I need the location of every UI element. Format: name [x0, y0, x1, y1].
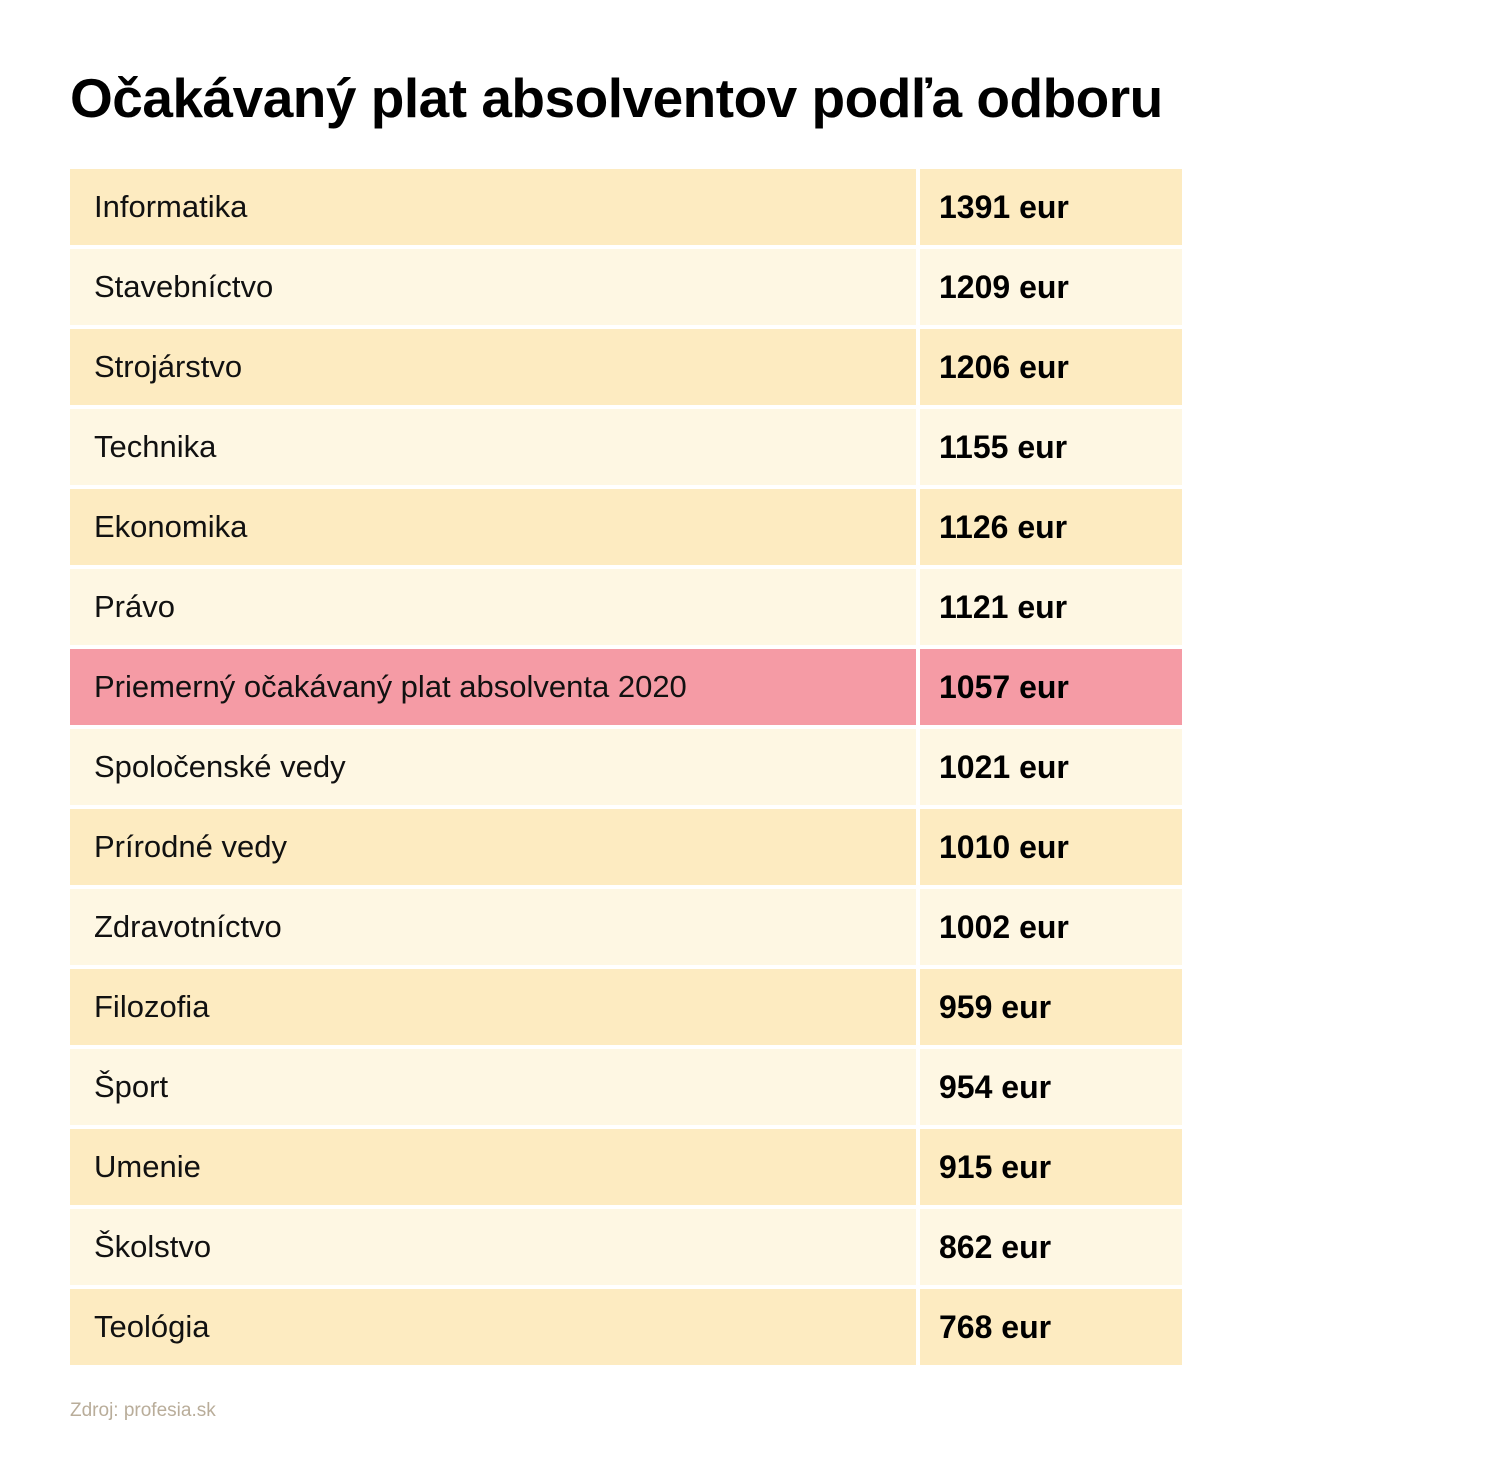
row-value: 1057 eur [920, 649, 1182, 725]
table-row [70, 1049, 1182, 1125]
table-row [70, 249, 1182, 325]
row-value: 1002 eur [920, 889, 1182, 965]
row-label: Informatika [70, 169, 916, 245]
table-row [70, 489, 1182, 565]
row-value: 1391 eur [920, 169, 1182, 245]
table-row [70, 809, 1182, 885]
row-value: 1121 eur [920, 569, 1182, 645]
source-note: Zdroj: profesia.sk [70, 1400, 216, 1421]
table-row [70, 729, 1182, 805]
row-label: Ekonomika [70, 489, 916, 565]
table-row [70, 1129, 1182, 1205]
table-row [70, 889, 1182, 965]
table-row [70, 1209, 1182, 1285]
row-label: Prírodné vedy [70, 809, 916, 885]
row-value: 862 eur [920, 1209, 1182, 1285]
row-label: Stavebníctvo [70, 249, 916, 325]
row-label: Právo [70, 569, 916, 645]
table-row [70, 1289, 1182, 1365]
row-label: Šport [70, 1049, 916, 1125]
row-value: 1021 eur [920, 729, 1182, 805]
page-title: Očakávaný plat absolventov podľa odboru [70, 67, 1163, 129]
row-value: 954 eur [920, 1049, 1182, 1125]
row-value: 959 eur [920, 969, 1182, 1045]
row-label: Teológia [70, 1289, 916, 1365]
row-label: Filozofia [70, 969, 916, 1045]
row-value: 1010 eur [920, 809, 1182, 885]
table-row [70, 329, 1182, 405]
row-label: Technika [70, 409, 916, 485]
table-row [70, 169, 1182, 245]
table-row [70, 409, 1182, 485]
row-value: 1155 eur [920, 409, 1182, 485]
table-row [70, 569, 1182, 645]
row-label: Zdravotníctvo [70, 889, 916, 965]
row-value: 1206 eur [920, 329, 1182, 405]
table-row-average [70, 649, 1182, 725]
row-value: 768 eur [920, 1289, 1182, 1365]
row-label: Školstvo [70, 1209, 916, 1285]
table-row [70, 969, 1182, 1045]
row-value: 915 eur [920, 1129, 1182, 1205]
row-label: Umenie [70, 1129, 916, 1205]
row-value: 1209 eur [920, 249, 1182, 325]
row-label: Priemerný očakávaný plat absolventa 2020 [70, 649, 916, 725]
salary-table [70, 169, 1182, 1369]
row-value: 1126 eur [920, 489, 1182, 565]
row-label: Strojárstvo [70, 329, 916, 405]
row-label: Spoločenské vedy [70, 729, 916, 805]
